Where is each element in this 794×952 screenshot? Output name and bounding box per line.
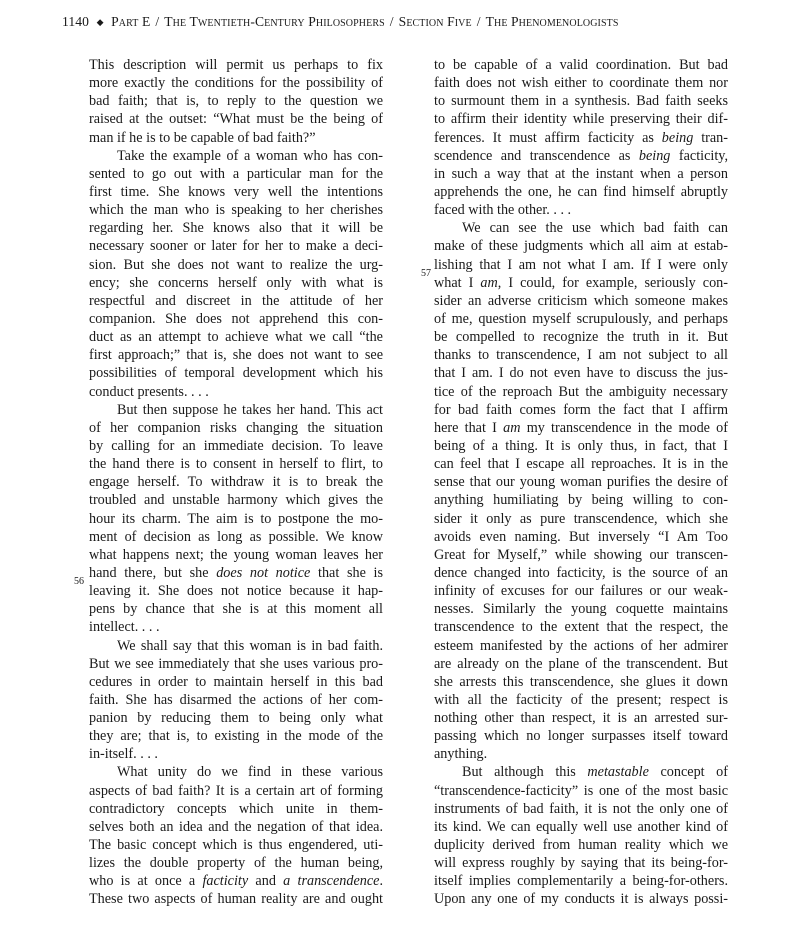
- text-line: in-itself. . . .: [89, 746, 158, 763]
- text-line: cedures in order to maintain herself in this bad: [89, 673, 383, 690]
- italic-run: facticity: [202, 873, 249, 890]
- text-line: lizes the double property of the human being,: [89, 855, 383, 872]
- text-run: But although this: [462, 764, 576, 781]
- text-line: aspects of bad faith? It is a certain art of forming: [89, 782, 383, 799]
- page-number: 1140: [62, 14, 90, 29]
- text-line: contradictory concepts which unite in them-: [89, 800, 383, 817]
- text-line: the hand there is to consent in herself to flirt, to: [89, 456, 383, 473]
- text-line: “transcendence-facticity” is one of the most basic: [434, 782, 728, 799]
- text-line: sider an adverse criticism which someone makes: [434, 292, 728, 309]
- text-line: selves both an idea and the negation of that idea.: [89, 818, 383, 835]
- text-line: they are; that is, to existing in the mode of the: [89, 728, 383, 745]
- text-line: are already on the plane of the transcendent. But: [434, 655, 728, 672]
- text-line: that I am. I do not even have to discuss the jus-: [434, 365, 728, 382]
- text-line: faith. She has disarmed the actions of her com-: [89, 691, 383, 708]
- italic-run: am: [503, 419, 521, 436]
- text-line: anything.: [434, 746, 488, 763]
- text-run: concept of: [660, 764, 729, 781]
- text-run: here that I: [434, 419, 497, 436]
- left-column: [89, 56, 383, 909]
- text-line: being of a thing. It is only thus, in fact, that I: [434, 437, 728, 454]
- italic-run: being: [638, 147, 671, 164]
- text-line: hour its charm. The aim is to postpone the mo-: [89, 510, 383, 527]
- text-line: companion. She does not apprehend this con-: [89, 310, 383, 327]
- text-line: lishing that I am not what I am. If I were only: [434, 256, 728, 273]
- text-line: will express roughly by saying that its being-for-: [434, 855, 728, 872]
- margin-note-56: 56: [74, 576, 84, 587]
- diamond-icon: ◆: [96, 17, 104, 27]
- text-line: make of these judgments which all aim at estab-: [434, 238, 728, 255]
- text-line: But we see immediately that she uses various pro-: [89, 655, 383, 672]
- text-line: Great for Myself,” while showing our transcen-: [434, 546, 728, 563]
- text-line: nesses. Similarly the young coquette maintains: [434, 601, 728, 618]
- text-line: more exactly the conditions for the possibility of: [89, 75, 383, 92]
- text-line: [89, 564, 383, 582]
- text-run: and: [255, 873, 276, 890]
- text-line: with all the facticity of the present; respect is: [434, 691, 728, 708]
- text-line: passing which no longer surpasses itself toward: [434, 728, 728, 745]
- text-line: for bad faith comes form the fact that I affirm: [434, 401, 728, 418]
- text-line: what happens next; the young woman leaves her: [89, 546, 383, 563]
- text-line: dence changed into facticity, is the source of an: [434, 564, 728, 581]
- text-line: We can see the use which bad faith can: [462, 220, 728, 237]
- text-line: in such a way that at the instant when a person: [434, 165, 728, 182]
- text-line: [89, 872, 383, 890]
- header-book: The Twentieth-Century Philosophers: [164, 14, 385, 29]
- text-line: sion. But she does not want to realize the urg-: [89, 256, 383, 273]
- text-run: tran-: [701, 129, 728, 146]
- text-line: bad faith; that is, to reply to the question we: [89, 93, 383, 110]
- text-line: [434, 763, 728, 781]
- text-line: be compelled to recognize the truth in it. But: [434, 329, 728, 346]
- text-run: who is at once a: [89, 873, 196, 890]
- margin-note-57: 57: [421, 268, 431, 279]
- text-run: facticity,: [678, 147, 728, 164]
- text-line: of her companion risks changing the situation: [89, 419, 383, 436]
- text-line: nothing other than respect, it is an arrested sur-: [434, 710, 728, 727]
- text-run: scendence and transcendence as: [434, 147, 631, 164]
- italic-run: does not notice: [216, 564, 311, 581]
- text-line: [434, 419, 728, 437]
- header-chapter: The Phenomenologists: [485, 14, 619, 29]
- text-line: [434, 129, 728, 147]
- text-line: man if he is to be capable of bad faith?”: [89, 129, 316, 146]
- header-part: Part E: [111, 14, 151, 29]
- text-line: tice of the reproach But the ambiguity necessary: [434, 383, 728, 400]
- text-line: troubled and unstable harmony which gives the: [89, 492, 383, 509]
- text-line: she arrests this transcendence, she glues it down: [434, 673, 728, 690]
- text-line: We shall say that this woman is in bad faith.: [117, 637, 383, 654]
- text-run: , I could, for example, seriously con-: [497, 274, 728, 291]
- text-line: duct as an attempt to achieve what we call “the: [89, 329, 383, 346]
- text-line: possibilities of temporal development which his: [89, 365, 383, 382]
- italic-run: being: [661, 129, 694, 146]
- text-line: apprehends the one, he can find himself abruptly: [434, 183, 728, 200]
- text-line: itself implies complementarily a being-for-others.: [434, 873, 728, 890]
- italic-run: metastable: [587, 764, 649, 781]
- text-line: leaving it. She does not notice because it hap-: [89, 583, 383, 600]
- text-line: respectful and discreet in the attitude of her: [89, 292, 383, 309]
- text-line: to affirm their identity while preserving their dif-: [434, 111, 728, 128]
- text-line: sented to go out with a particular man for the: [89, 165, 383, 182]
- text-line: sense that our young woman purifies the desire of: [434, 474, 728, 491]
- text-line: duplicity derived from human reality which we: [434, 837, 728, 854]
- text-line: faith does not wish either to coordinate them nor: [434, 75, 728, 92]
- text-line: ment of decision as long as possible. We know: [89, 528, 383, 545]
- header-section: Section Five: [398, 14, 472, 29]
- text-line: Upon any one of my conducts it is always possi-: [434, 891, 728, 908]
- text-line: What unity do we find in these various: [117, 764, 383, 781]
- text-line: This description will permit us perhaps to fix: [89, 57, 383, 73]
- text-line: necessary sooner or later for her to make a deci-: [89, 238, 383, 255]
- text-run: ferences. It must affirm facticity as: [434, 129, 654, 146]
- text-line: faced with the other. . . .: [434, 202, 572, 219]
- text-line: But then suppose he takes her hand. This act: [117, 401, 383, 418]
- text-line: of me, question myself scrupulously, and perhaps: [434, 310, 728, 327]
- text-line: Take the example of a woman who has con-: [117, 147, 383, 164]
- text-line: by calling for an immediate decision. To leave: [89, 437, 383, 454]
- text-line: intellect. . . .: [89, 619, 160, 636]
- text-line: instruments of bad faith, it is not the only one of: [434, 800, 728, 817]
- text-line: These two aspects of human reality are and ought: [89, 891, 383, 908]
- text-line: avoids even naming. But inversely “I Am Too: [434, 528, 728, 545]
- text-line: pens by chance that she is at this moment all: [89, 601, 383, 618]
- text-line: to surmount them in a synthesis. Bad faith seeks: [434, 93, 728, 110]
- text-line: ency; she concerns herself only with what is: [89, 274, 383, 291]
- text-line: first approach;” that is, she does not want to see: [89, 347, 383, 364]
- text-run: .: [379, 873, 383, 890]
- text-line: can feel that I escape all reproaches. It is in the: [434, 456, 728, 473]
- text-run: hand there, but she: [89, 564, 209, 581]
- text-line: conduct presents. . . .: [89, 383, 209, 400]
- text-line: which the man who is speaking to her cherishes: [89, 202, 383, 219]
- text-run: that she is: [318, 564, 383, 581]
- text-line: infinity of excuses for our failures or our weak-: [434, 583, 728, 600]
- text-line: panion by reducing them to being only what: [89, 710, 383, 727]
- text-line: anything humiliating by being willing to con-: [434, 492, 728, 509]
- text-run: what I: [434, 274, 474, 291]
- text-line: first time. She knows very well the intentions: [89, 183, 383, 200]
- text-line: transcendence to the extent that the respect, the: [434, 619, 728, 636]
- text-line: regarding her. She knows also that it will be: [89, 220, 383, 237]
- text-line: its kind. We can equally well use another kind of: [434, 818, 728, 835]
- italic-run: am: [480, 274, 498, 291]
- text-line: [434, 147, 728, 165]
- text-line: The basic concept which is thus engendered, uti-: [89, 837, 383, 854]
- text-run: my transcendence in the mode of: [526, 419, 729, 436]
- text-line: thanks to transcendence, I am not subject to all: [434, 347, 728, 364]
- text-line: esteem manifested by the actions of her admirer: [434, 637, 728, 654]
- text-line: engage herself. To withdraw it is to break the: [89, 474, 383, 491]
- text-line: raised at the outset: “What must be the being of: [89, 111, 383, 128]
- right-column: [434, 56, 728, 909]
- text-line: sider it only as pure transcendence, which she: [434, 510, 728, 527]
- running-header: 1140 ◆ Part E / The Twentieth-Century Philosophers / Section Five / The Phenomenologists: [62, 14, 619, 29]
- text-line: [434, 274, 728, 292]
- italic-run: a transcendence: [283, 873, 380, 890]
- text-line: to be capable of a valid coordination. But bad: [434, 57, 728, 73]
